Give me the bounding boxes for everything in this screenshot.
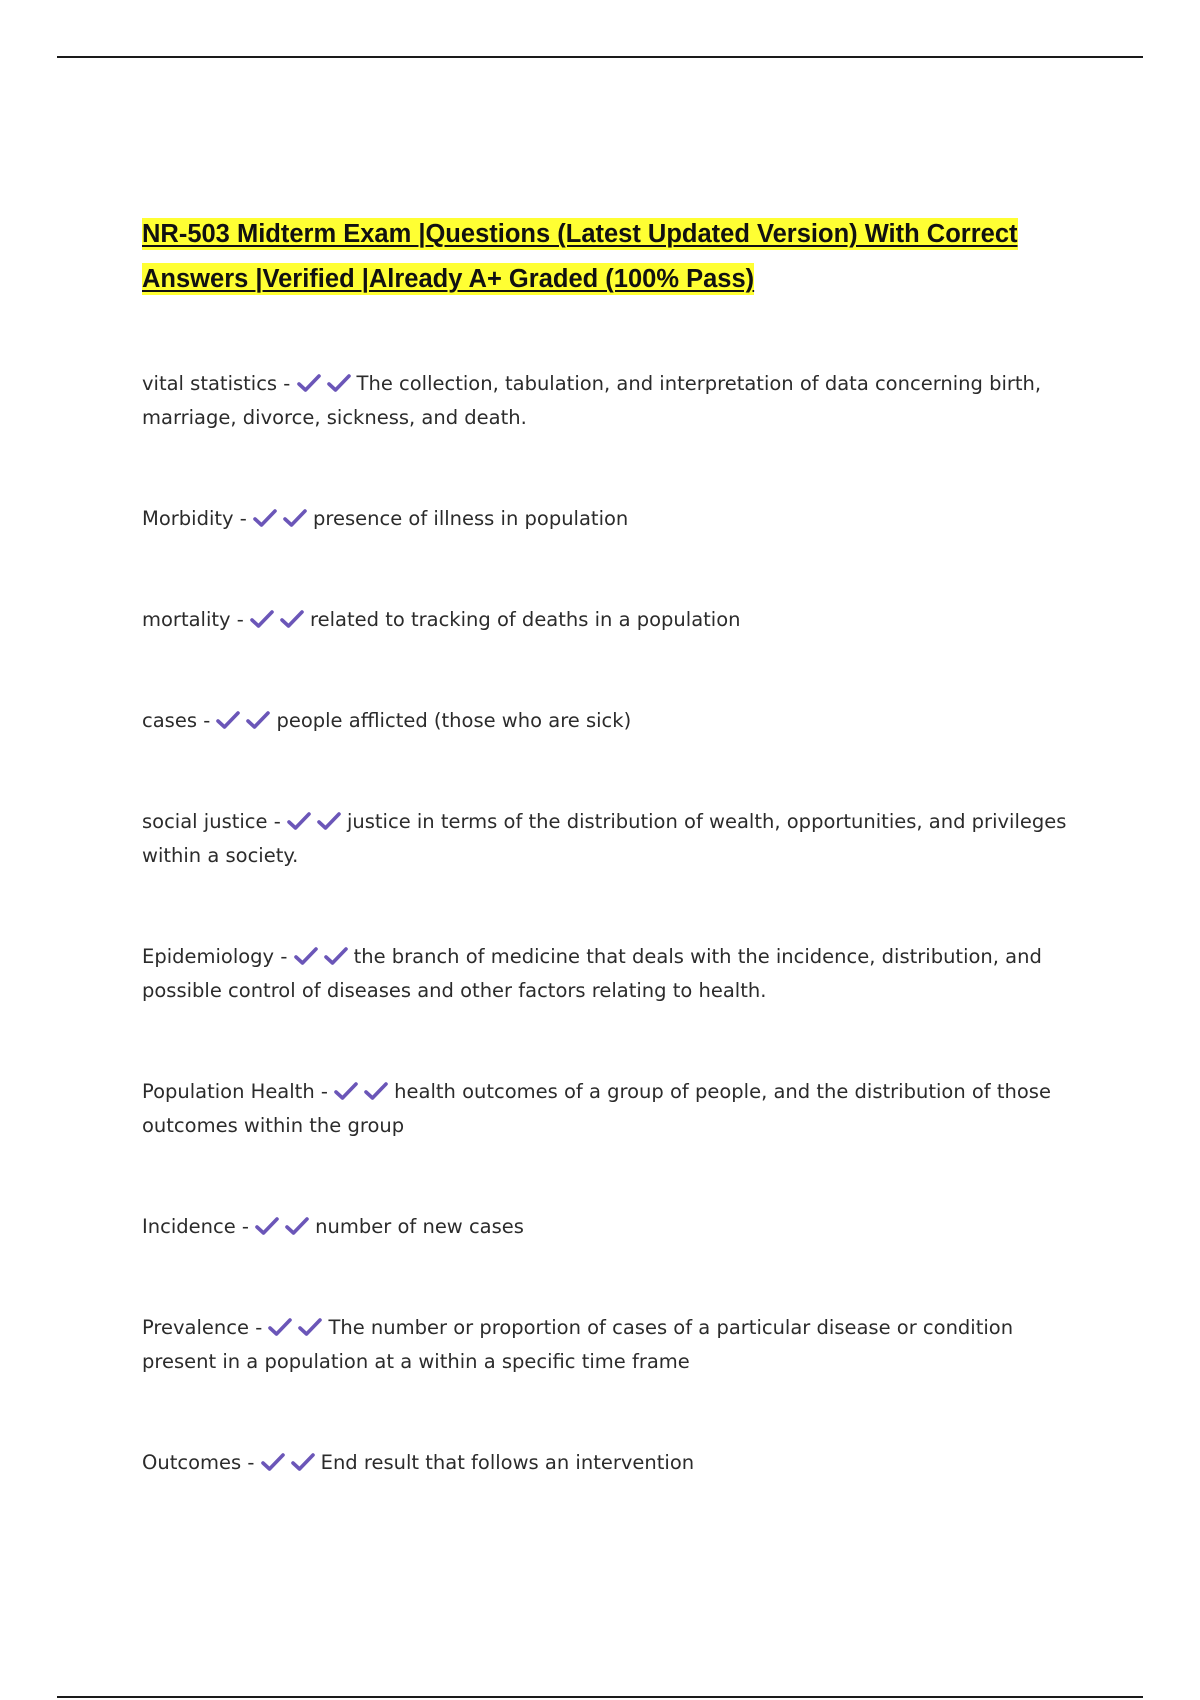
entry-separator: - [283, 372, 291, 395]
entry-definition: The collection, tabulation, and interpretation of data concerning birth, marriage, divorce, sickness, and death. [142, 372, 1042, 429]
entry-term: mortality [142, 608, 231, 631]
entry-separator: - [239, 507, 247, 530]
entry-separator: - [203, 709, 211, 732]
entry-definition: health outcomes of a group of people, and the distribution of those outcomes within the group [142, 1080, 1051, 1137]
checkmark-icon [250, 609, 274, 629]
entry-term: Morbidity [142, 507, 234, 530]
entry-separator: - [247, 1451, 255, 1474]
entry-definition: End result that follows an intervention [320, 1451, 695, 1474]
entry-term: Prevalence [142, 1316, 249, 1339]
checkmark-icon [317, 811, 341, 831]
list-item [142, 1311, 1072, 1379]
checkmark-icon [255, 1216, 279, 1236]
entry-separator: - [255, 1316, 263, 1339]
checkmark-icon [216, 710, 240, 730]
checkmark-icon [324, 946, 348, 966]
list-item [142, 704, 1072, 738]
entry-definition: people afflicted (those who are sick) [276, 709, 632, 732]
checkmark-icon [268, 1317, 292, 1337]
entry-list [142, 367, 1072, 1480]
entry-term: cases [142, 709, 197, 732]
entry-separator: - [280, 945, 288, 968]
entry-definition: presence of illness in population [313, 507, 629, 530]
checkmark-icon [261, 1452, 285, 1472]
list-item [142, 1446, 1072, 1480]
document-title [142, 212, 1072, 302]
entry-term: Epidemiology [142, 945, 275, 968]
checkmark-icon [291, 1452, 315, 1472]
entry-definition: number of new cases [315, 1215, 524, 1238]
entry-term: Population Health [142, 1080, 315, 1103]
checkmark-icon [253, 508, 277, 528]
checkmark-icon [327, 373, 351, 393]
checkmark-icon [297, 373, 321, 393]
entry-term: Incidence [142, 1215, 236, 1238]
bottom-rule [57, 1696, 1143, 1698]
document-body [142, 212, 1072, 1547]
list-item [142, 603, 1072, 637]
checkmark-icon [283, 508, 307, 528]
list-item [142, 940, 1072, 1008]
entry-separator: - [320, 1080, 328, 1103]
list-item [142, 805, 1072, 873]
checkmark-icon [280, 609, 304, 629]
list-item [142, 1210, 1072, 1244]
highlighted-title-text: NR-503 Midterm Exam |Questions (Latest Updated Version) With Correct Answers |Verified |Already A+ Graded (100% Pass) [142, 220, 1018, 293]
checkmark-icon [364, 1081, 388, 1101]
checkmark-icon [294, 946, 318, 966]
entry-term: social justice [142, 810, 268, 833]
checkmark-icon [285, 1216, 309, 1236]
list-item [142, 367, 1072, 435]
entry-definition: related to tracking of deaths in a population [310, 608, 741, 631]
entry-definition: The number or proportion of cases of a particular disease or condition present in a population at a within a specific time frame [142, 1316, 1014, 1373]
checkmark-icon [334, 1081, 358, 1101]
entry-term: Outcomes [142, 1451, 242, 1474]
list-item [142, 1075, 1072, 1143]
entry-term: vital statistics [142, 372, 278, 395]
top-rule [57, 56, 1143, 58]
checkmark-icon [246, 710, 270, 730]
entry-separator: - [273, 810, 281, 833]
entry-separator: - [236, 608, 244, 631]
checkmark-icon [298, 1317, 322, 1337]
entry-separator: - [241, 1215, 249, 1238]
entry-definition: justice in terms of the distribution of wealth, opportunities, and privileges within a society. [142, 810, 1067, 867]
list-item [142, 502, 1072, 536]
entry-definition: the branch of medicine that deals with the incidence, distribution, and possible control of diseases and other factors relating to health. [142, 945, 1042, 1002]
checkmark-icon [287, 811, 311, 831]
